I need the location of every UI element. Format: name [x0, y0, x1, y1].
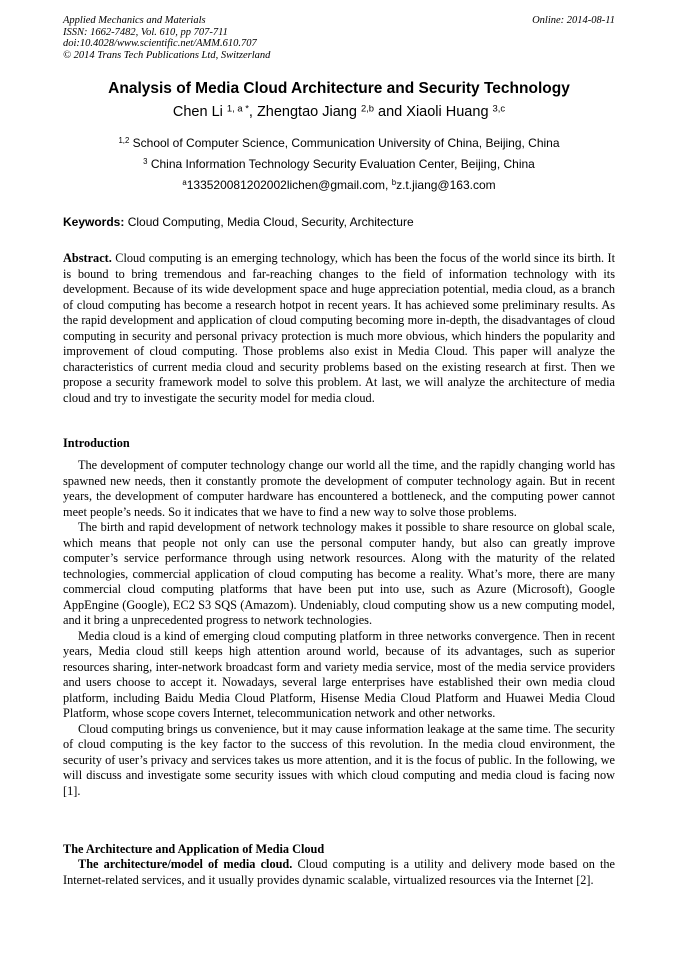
paragraph: Cloud computing brings us convenience, but it may cause information leakage at the same time. The security of cloud computing is the key factor to the success of this revolution. In the media cloud environment, the security of user’s privacy and services takes us more attention, and it is the focus of public. In the following, we will discuss and investigate some security issues with which cloud computing and media cloud is facing now [1].	[63, 721, 615, 798]
email-address-a[interactable]: 133520081202002lichen@gmail.com,	[186, 178, 389, 192]
author-line: Chen Li $^{1, a *}$, Zhengtao Jiang $^{2,b}$ and Xiaoli Huang $^{3,c}$	[172, 102, 506, 120]
online-date: Online: 2014-08-11	[532, 15, 615, 26]
author-superscript: 2,b	[360, 102, 375, 114]
affiliation-text: China Information Technology Security Evaluation Center, Beijing, China	[150, 157, 535, 171]
affiliation-1	[40, 136, 638, 150]
author-name: Zhengtao Jiang	[256, 104, 357, 120]
section-heading-introduction: Introduction	[63, 436, 130, 450]
section-heading-architecture: The Architecture and Application of Media Cloud	[63, 842, 325, 856]
author-superscript: 1, a *	[226, 102, 249, 114]
affiliation-superscript: 1,2	[118, 136, 130, 146]
paragraph: The development of computer technology change our world all the time, and the rapidly changing world has spawned new needs, then it constantly promote the development of computer technology again. But in recent years, the development of computer hardware has encountered a bottleneck, and the computing power cannot meet people’s needs. So it indicates that we have to find a new way to solve those problems.	[63, 458, 615, 519]
subsection-lead: The architecture/model of media cloud.	[78, 857, 293, 871]
architecture-body	[63, 857, 615, 888]
journal-name: Applied Mechanics and Materials	[63, 15, 206, 26]
paragraph: The birth and rapid development of network technology makes it possible to share resource on global scale, which means that people not only can use the personal computer handy, but also can greatly improve computer’s service performance through using network resources. Along with the maturity of the related technologies, commercial application of cloud computing has become a reality. What’s more, there are many commercial cloud computing platforms that have been put into use, such as Azure (Microsoft), Google AppEngine (Google), EC2 S3 SQS (Amazom). Undeniably, cloud computing show us a new computing model, and it bring a unprecedented progress to network technologies.	[63, 520, 615, 627]
abstract-label: Abstract.	[63, 251, 112, 265]
abstract	[63, 251, 615, 406]
author-conjunction: and	[378, 104, 403, 120]
introduction-body	[63, 458, 615, 799]
keywords	[63, 215, 615, 229]
author-superscript: 3,c	[492, 102, 506, 114]
email-address-b[interactable]: z.t.jiang@163.com	[396, 178, 496, 192]
keywords-label: Keywords:	[63, 215, 125, 229]
email-superscript: b	[391, 178, 397, 188]
paper-title: Analysis of Media Cloud Architecture and Security Technology	[108, 80, 570, 97]
doi-line: doi:10.4028/www.scientific.net/AMM.610.707	[63, 38, 257, 49]
affiliation-superscript: 3	[143, 157, 148, 167]
email-superscript: a	[182, 178, 187, 188]
author-name: Chen Li	[172, 104, 223, 120]
paragraph: Cloud computing is a utility and delivery mode based on the Internet-related services, and it usually provides dynamic scalable, virtualized resources via the Internet [2].	[63, 857, 615, 887]
issn-line: ISSN: 1662-7482, Vol. 610, pp 707-711	[63, 26, 228, 38]
affiliation-2	[40, 157, 638, 171]
journal-header	[63, 15, 615, 61]
paragraph: Media cloud is a kind of emerging cloud computing platform in three networks convergence. Then in recent years, Media cloud still keeps high attention around world, because of its advantages, such as superior resources sharing, inter-network broadcast form and variety media service, most of the media service providers and users choose to accept it. Nowadays, several large enterprises have established their own media cloud platform, including Baidu Media Cloud Platform, Hisense Media Cloud Platform and Huawei Media Cloud Platform, whose scope covers Internet, telecommunication network and other networks.	[63, 628, 615, 720]
email-line	[40, 178, 638, 192]
copyright-line: © 2014 Trans Tech Publications Ltd, Switzerland	[63, 49, 271, 61]
affiliation-text: School of Computer Science, Communication University of China, Beijing, China	[132, 136, 560, 150]
keywords-text: Cloud Computing, Media Cloud, Security, Architecture	[127, 215, 414, 229]
abstract-text: Cloud computing is an emerging technology, which has been the focus of the world since its birth. It is bound to bring tremendous and far-reaching changes to the field of information technology with its development. Because of its wide development space and huge appreciation potential, media cloud, as a branch of cloud computing has become a research hotpot in recent years. It has achieved some preliminary results. As the rapid development and application of cloud computing becoming more in-depth, the disadvantages of cloud computing in security and personal privacy protection is much more obvious, which hinders the popularity and improvement of cloud computing. Those problems also exist in Media Cloud. This paper will analyze the characteristics of current media cloud and security problems based on the existing research at first. Then we propose a security framework model to solve this problem. At last, we will analyze the architecture of media cloud and try to investigate the security model for media cloud.	[63, 251, 615, 405]
author-name: Xiaoli Huang	[406, 104, 489, 120]
